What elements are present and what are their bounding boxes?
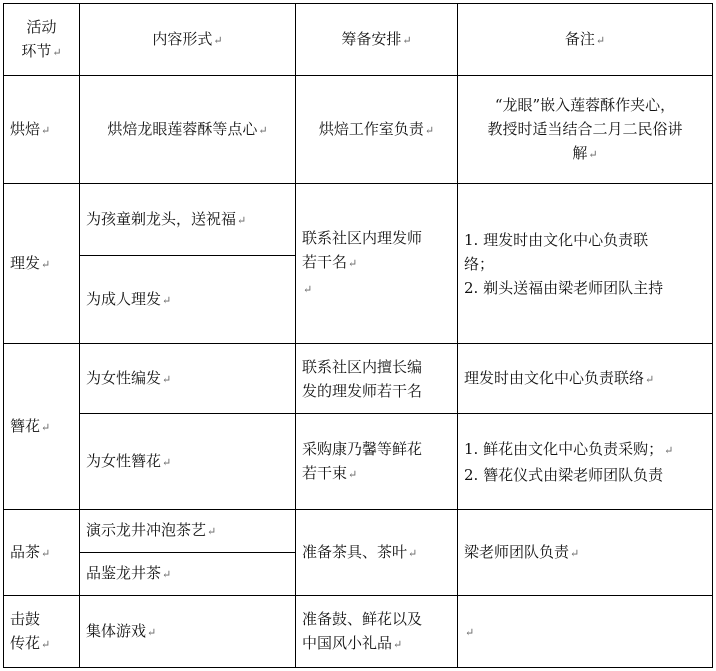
paragraph-mark-icon	[645, 373, 654, 386]
header-prep: 筹备安排 ↵	[296, 4, 458, 76]
activity-plan-table	[3, 3, 713, 668]
table-row	[4, 414, 713, 510]
paragraph-mark-icon	[402, 34, 411, 47]
paragraph-mark-icon	[570, 547, 579, 560]
paragraph-mark-icon	[664, 444, 673, 457]
remark-cell: 1. 鲜花由文化中心负责采购； ↵ 2. 簪花仪式由梁老师团队负责	[458, 414, 713, 510]
paragraph-mark-icon	[588, 148, 597, 161]
content-cell: 品鉴龙井茶 ↵	[80, 553, 296, 596]
paragraph-mark-icon	[393, 638, 402, 651]
prep-cell: 准备鼓、鲜花以及 中国风小礼品 ↵	[296, 596, 458, 668]
paragraph-mark-icon	[258, 124, 267, 137]
remark-cell: 理发时由文化中心负责联络 ↵	[458, 344, 713, 414]
table-row	[4, 344, 713, 414]
paragraph-mark-icon	[162, 568, 171, 581]
stage-cell: 理发 ↵	[4, 184, 80, 344]
table-row	[4, 76, 713, 184]
prep-cell: 联系社区内擅长编 发的理发师若干名	[296, 344, 458, 414]
paragraph-mark-icon	[162, 373, 171, 386]
remark-cell: 梁老师团队负责 ↵	[458, 510, 713, 596]
stage-cell: 击鼓 传花 ↵	[4, 596, 80, 668]
paragraph-mark-icon	[408, 547, 417, 560]
stage-cell: 簪花 ↵	[4, 344, 80, 510]
paragraph-mark-icon	[425, 124, 434, 137]
table-row	[4, 510, 713, 553]
prep-cell: 准备茶具、茶叶 ↵	[296, 510, 458, 596]
content-cell: 集体游戏 ↵	[80, 596, 296, 668]
table-row	[4, 184, 713, 256]
paragraph-mark-icon	[162, 456, 171, 469]
prep-cell: 采购康乃馨等鲜花 若干束 ↵	[296, 414, 458, 510]
header-remark: 备注 ↵	[458, 4, 713, 76]
paragraph-mark-icon	[41, 258, 50, 271]
paragraph-mark-icon	[596, 34, 605, 47]
content-cell: 演示龙井冲泡茶艺 ↵	[80, 510, 296, 553]
paragraph-mark-icon	[207, 525, 216, 538]
stage-cell: 品茶 ↵	[4, 510, 80, 596]
paragraph-mark-icon	[41, 421, 50, 434]
paragraph-mark-icon	[303, 283, 312, 296]
paragraph-mark-icon	[348, 257, 357, 270]
remark-cell: 1. 理发时由文化中心负责联 络； 2. 剃头送福由梁老师团队主持	[458, 184, 713, 344]
stage-cell: 烘焙 ↵	[4, 76, 80, 184]
content-cell: 烘焙龙眼莲蓉酥等点心 ↵	[80, 76, 296, 184]
paragraph-mark-icon	[465, 626, 474, 639]
remark-cell: “龙眼”嵌入莲蓉酥作夹心， 教授时适当结合二月二民俗讲 解 ↵	[458, 76, 713, 184]
remark-cell	[458, 596, 713, 668]
paragraph-mark-icon	[41, 547, 50, 560]
header-stage-line-2: 环节	[21, 41, 52, 60]
content-cell: 为孩童剃龙头，送祝福 ↵	[80, 184, 296, 256]
paragraph-mark-icon	[213, 34, 222, 47]
paragraph-mark-icon	[147, 626, 156, 639]
prep-cell: 烘焙工作室负责 ↵	[296, 76, 458, 184]
paragraph-mark-icon	[52, 46, 61, 59]
paragraph-mark-icon	[162, 294, 171, 307]
paragraph-mark-icon	[237, 214, 246, 227]
header-stage	[4, 4, 80, 76]
content-cell: 为女性编发 ↵	[80, 344, 296, 414]
header-stage-line-1: 活动	[26, 17, 57, 36]
header-row	[4, 4, 713, 76]
paragraph-mark-icon	[41, 124, 50, 137]
prep-cell: 联系社区内理发师 若干名 ↵ ↵	[296, 184, 458, 344]
content-cell: 为成人理发 ↵	[80, 256, 296, 344]
paragraph-mark-icon	[348, 468, 357, 481]
paragraph-mark-icon	[41, 638, 50, 651]
table-row	[4, 596, 713, 668]
header-content: 内容形式 ↵	[80, 4, 296, 76]
content-cell: 为女性簪花 ↵	[80, 414, 296, 510]
